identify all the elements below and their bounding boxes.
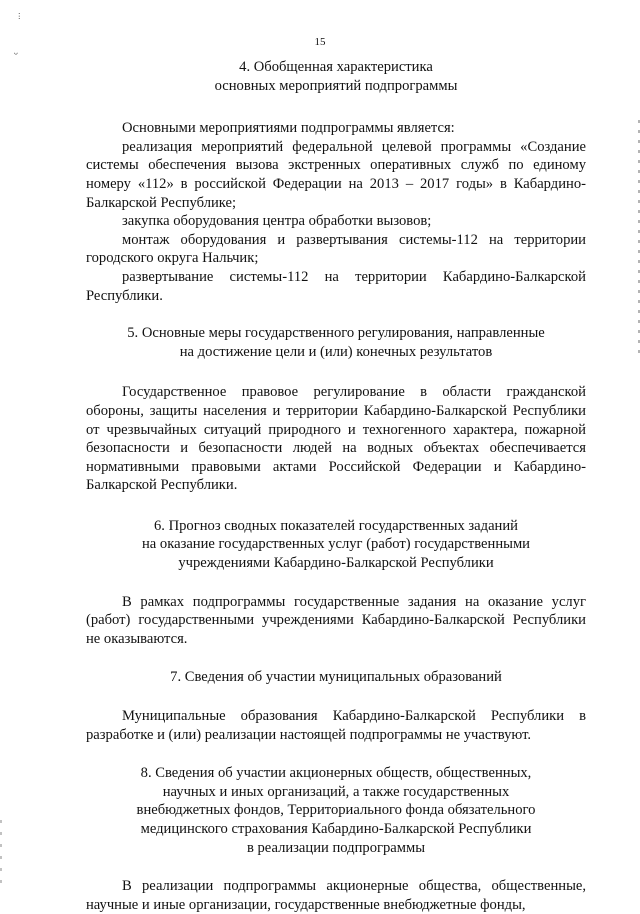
section-6-heading [86,517,586,573]
section-8-heading-line-5: в реализации подпрограммы [246,839,426,856]
section-8-heading-line-1: 8. Сведения об участии акционерных обществ, общественных, [140,765,532,782]
section-8-heading-line-2: научных и иных организаций, а также государственных [162,783,510,800]
section-6-heading-line-2: на оказание государственных услуг (работ) государственными [141,536,530,553]
section-6-heading-line-3: учреждениями Кабардино-Балкарской Республики [178,555,494,572]
section-4-heading-line-2: основных мероприятий подпрограммы [214,77,458,94]
section-4-paragraph-5: развертывание системы-112 на территории Кабардино-Балкарской Республики. [86,268,586,304]
document-body [86,58,586,914]
section-6-paragraph-1: В рамках подпрограммы государственные задания на оказание услуг (работ) государственными учреждениями Кабардино-Балкарской Республики не оказываются. [86,593,586,647]
section-4-heading [86,58,586,95]
scan-mark-top: ⵗ [18,12,21,21]
section-5-heading [86,324,586,361]
section-4-paragraph-4: монтаж оборудования и развертывания системы-112 на территории городского округа Нальчик; [86,231,586,267]
section-8-heading [86,764,586,857]
section-8-paragraph-1: В реализации подпрограммы акционерные общества, общественные, научные и иные организации, государственные внебюджетные фонды, [86,878,586,913]
section-4-heading-line-1: 4. Обобщенная характеристика [239,59,433,75]
section-7-heading [86,668,586,687]
section-4-paragraph-3: закупка оборудования центра обработки вызовов; [122,213,432,230]
section-7-paragraph-1: Муниципальные образования Кабардино-Балкарской Республики в разработке и (или) реализации настоящей подпрограммы не участвуют. [86,708,586,743]
section-7-heading-line-1: 7. Сведения об участии муниципальных образований [170,669,502,686]
section-6-heading-line-1: 6. Прогноз сводных показателей государственных заданий [154,517,518,534]
section-4-paragraph-1: Основными мероприятиями подпрограммы является: [122,120,455,137]
section-5-heading-line-2: на достижение цели и (или) конечных результатов [179,343,493,360]
scan-mark-left: ᵕ [14,50,19,61]
page-number: 15 [314,36,326,48]
section-8-heading-line-4: медицинского страхования Кабардино-Балкарской Республики [140,821,532,837]
section-5-paragraph-1: Государственное правовое регулирование в области гражданской обороны, защиты населения и территории Кабардино-Балкарской Республики от чрезвычайных ситуаций природного и техногенного характера, пожарной безопасности и безопасности людей на водных объектах обеспечивается нормативными правовыми актами Российской Федерации и Кабардино-Балкарской Республики. [86,384,586,494]
section-5-heading-line-1: 5. Основные меры государственного регулирования, направленные [127,325,545,342]
section-8-heading-line-3: внебюджетных фондов, Территориального фонда обязательного [136,802,536,819]
section-4-paragraph-2: реализация мероприятий федеральной целевой программы «Создание системы обеспечения вызова экстренных оперативных служб по единому номеру «112» в российской Федерации на 2013 – 2017 годы» в Кабардино-Балкарской Республике; [86,138,586,211]
scan-edge-left [0,820,2,890]
